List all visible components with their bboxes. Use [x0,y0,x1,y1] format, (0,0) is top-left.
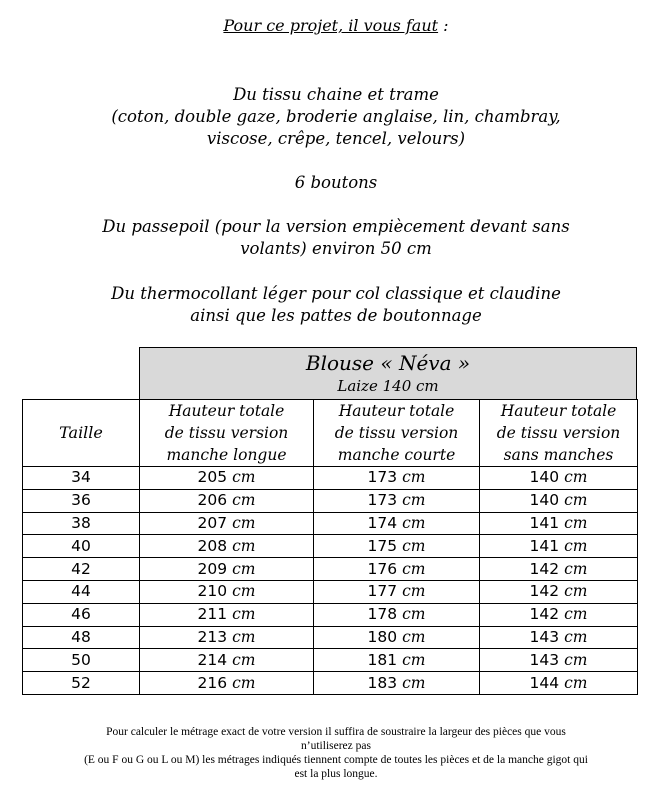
cell-value: 183 [367,673,398,692]
cell-size [23,512,140,535]
cell-value: 209 [197,559,228,578]
cell-value: 142 [529,605,560,624]
cell-short-sleeve [314,626,480,649]
cell-short-sleeve [314,672,480,695]
cell-unit: cm [402,559,426,578]
requirement-line: viscose, crêpe, tencel, velours) [206,129,466,148]
cell-size [23,535,140,558]
cell-value: 173 [367,468,398,487]
cell-short-sleeve [314,467,480,490]
footer-line: Pour calculer le métrage exact de votre version il suffira de soustraire la largeur des pièces que vous [106,726,566,738]
cell-short-sleeve [314,489,480,512]
header-line: sans manches [503,446,614,464]
cell-unit: cm [564,673,588,692]
table-row [23,649,638,672]
cell-short-sleeve [314,558,480,581]
cell-unit: cm [564,536,588,555]
column-header-sleeveless [480,400,638,467]
header-line: Hauteur totale [500,402,617,420]
table-row [23,603,638,626]
cell-value: 141 [529,536,560,555]
cell-sleeveless [480,535,638,558]
cell-long-sleeve [140,489,314,512]
table-row [23,558,638,581]
cell-value: 205 [197,468,228,487]
fabric-table [22,399,638,695]
cell-unit: cm [232,491,256,510]
cell-unit: cm [232,605,256,624]
cell-unit: cm [232,650,256,669]
requirement-fabric [0,84,672,150]
cell-value: 211 [197,605,228,624]
cell-sleeveless [480,672,638,695]
cell-unit: cm [232,513,256,532]
cell-value: 143 [529,627,560,646]
cell-value: 214 [197,650,228,669]
cell-value: 180 [367,627,398,646]
cell-size [23,649,140,672]
header-line: Taille [59,423,103,442]
header-line: manche courte [337,446,456,464]
column-header-long-sleeve [140,400,314,467]
table-title-header [139,347,637,399]
table-row [23,512,638,535]
cell-sleeveless [480,489,638,512]
cell-short-sleeve [314,649,480,672]
header-line: de tissu version [496,424,621,442]
table-row [23,672,638,695]
cell-value: 50 [71,650,91,669]
cell-size [23,580,140,603]
cell-size [23,603,140,626]
cell-unit: cm [402,650,426,669]
intro-title-colon: : [438,16,449,35]
cell-value: 142 [529,559,560,578]
cell-long-sleeve [140,512,314,535]
cell-unit: cm [402,536,426,555]
requirement-line: Du tissu chaine et trame [233,85,439,104]
requirement-line: (coton, double gaze, broderie anglaise, lin, chambray, [111,107,561,126]
cell-value: 176 [367,559,398,578]
requirement-line: ainsi que les pattes de boutonnage [190,306,482,325]
cell-size [23,672,140,695]
cell-value: 40 [71,536,91,555]
requirement-buttons [0,172,672,194]
cell-long-sleeve [140,580,314,603]
cell-unit: cm [564,491,588,510]
requirement-piping [0,216,672,260]
cell-value: 140 [529,468,560,487]
cell-size [23,558,140,581]
cell-size [23,626,140,649]
cell-unit: cm [232,536,256,555]
cell-value: 216 [197,673,228,692]
header-line: de tissu version [334,424,459,442]
cell-value: 42 [71,559,91,578]
cell-value: 46 [71,605,91,624]
cell-sleeveless [480,580,638,603]
column-header-short-sleeve [314,400,480,467]
table-row [23,467,638,490]
cell-value: 207 [197,513,228,532]
cell-unit: cm [402,513,426,532]
cell-value: 210 [197,582,228,601]
requirement-line: volants) environ 50 cm [240,239,432,258]
cell-value: 208 [197,536,228,555]
cell-unit: cm [402,582,426,601]
cell-unit: cm [232,673,256,692]
cell-unit: cm [232,559,256,578]
cell-long-sleeve [140,649,314,672]
header-line: Hauteur totale [168,402,285,420]
requirement-interfacing [0,283,672,327]
cell-short-sleeve [314,535,480,558]
cell-value: 140 [529,491,560,510]
cell-long-sleeve [140,626,314,649]
header-line: de tissu version [164,424,289,442]
cell-value: 178 [367,605,398,624]
cell-value: 213 [197,627,228,646]
table-title: Blouse « Néva » [305,351,471,375]
footer-line: (E ou F ou G ou L ou M) les métrages indiqués tiennent compte de toutes les pièces et de la manche gigot qui [84,754,588,766]
cell-value: 173 [367,491,398,510]
cell-short-sleeve [314,580,480,603]
cell-unit: cm [402,627,426,646]
cell-unit: cm [232,627,256,646]
cell-unit: cm [564,605,588,624]
cell-value: 181 [367,650,398,669]
cell-value: 206 [197,491,228,510]
cell-value: 175 [367,536,398,555]
requirement-line: Du passepoil (pour la version empiècement devant sans [102,217,570,236]
table-body [23,467,638,695]
intro-title-text: Pour ce projet, il vous faut [223,16,439,35]
footer-note [0,725,672,781]
cell-value: 174 [367,513,398,532]
cell-long-sleeve [140,467,314,490]
cell-short-sleeve [314,603,480,626]
cell-value: 52 [71,673,91,692]
cell-sleeveless [480,603,638,626]
requirement-line: 6 boutons [294,173,378,192]
cell-value: 143 [529,650,560,669]
cell-value: 48 [71,627,91,646]
cell-value: 38 [71,513,91,532]
requirement-line: Du thermocollant léger pour col classique et claudine [111,284,561,303]
cell-sleeveless [480,467,638,490]
column-header-size [23,400,140,467]
cell-value: 44 [71,582,91,601]
cell-unit: cm [402,491,426,510]
cell-sleeveless [480,626,638,649]
intro-title [0,16,672,35]
cell-value: 177 [367,582,398,601]
footer-line: est la plus longue. [294,768,378,780]
cell-long-sleeve [140,672,314,695]
cell-unit: cm [564,468,588,487]
cell-sleeveless [480,558,638,581]
cell-value: 144 [529,673,560,692]
cell-size [23,467,140,490]
cell-unit: cm [564,627,588,646]
cell-unit: cm [564,513,588,532]
cell-unit: cm [232,582,256,601]
cell-long-sleeve [140,535,314,558]
table-row [23,535,638,558]
table-header-row [23,400,638,467]
cell-sleeveless [480,512,638,535]
header-line: manche longue [166,446,287,464]
cell-size [23,489,140,512]
table-row [23,626,638,649]
cell-unit: cm [232,468,256,487]
cell-unit: cm [564,582,588,601]
cell-value: 36 [71,491,91,510]
cell-unit: cm [402,673,426,692]
cell-unit: cm [564,559,588,578]
cell-value: 141 [529,513,560,532]
cell-unit: cm [402,605,426,624]
cell-unit: cm [564,650,588,669]
cell-value: 142 [529,582,560,601]
cell-short-sleeve [314,512,480,535]
cell-sleeveless [480,649,638,672]
table-subtitle: Laize 140 cm [337,377,439,395]
cell-long-sleeve [140,558,314,581]
cell-unit: cm [402,468,426,487]
header-line: Hauteur totale [338,402,455,420]
cell-value: 34 [71,468,91,487]
footer-line: n’utiliserez pas [301,740,371,752]
table-row [23,489,638,512]
table-row [23,580,638,603]
cell-long-sleeve [140,603,314,626]
